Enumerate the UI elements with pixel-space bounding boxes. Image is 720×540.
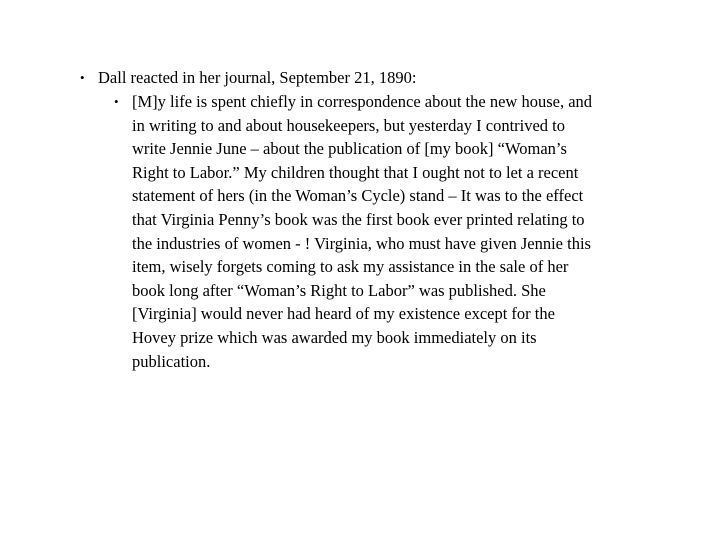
- bullet-text-journal-intro: Dall reacted in her journal, September 21, 1890:: [98, 68, 417, 87]
- journal-quote-text: [132, 90, 644, 373]
- bullet-item-journal-quote: [114, 90, 644, 373]
- quote-line: [M]y life is spent chiefly in correspondence about the new house, and: [132, 92, 593, 111]
- quote-line: book long after “Woman’s Right to Labor” was published. She: [132, 280, 546, 300]
- quote-line: item, wisely forgets coming to ask my assistance in the sale of her: [132, 257, 569, 277]
- quote-line: [Virginia] would never had heard of my existence except for the: [132, 304, 555, 324]
- quote-line: the industries of women - ! Virginia, who must have given Jennie this: [132, 233, 591, 253]
- quote-line: Right to Labor.” My children thought that I ought not to let a recent: [132, 162, 579, 182]
- quote-line: publication.: [132, 351, 211, 371]
- quote-line: that Virginia Penny’s book was the first book ever printed relating to: [132, 209, 585, 229]
- bullet-icon: •: [114, 94, 119, 109]
- quote-line: in writing to and about housekeepers, but yesterday I contrived to: [132, 115, 566, 135]
- quote-line: write Jennie June – about the publication of [my book] “Woman’s: [132, 139, 567, 159]
- bullet-icon: •: [80, 70, 85, 85]
- bullet-item-journal-intro: [80, 66, 680, 90]
- quote-line: statement of hers (in the Woman’s Cycle) stand – It was to the effect: [132, 186, 584, 206]
- quote-line: Hovey prize which was awarded my book immediately on its: [132, 327, 537, 347]
